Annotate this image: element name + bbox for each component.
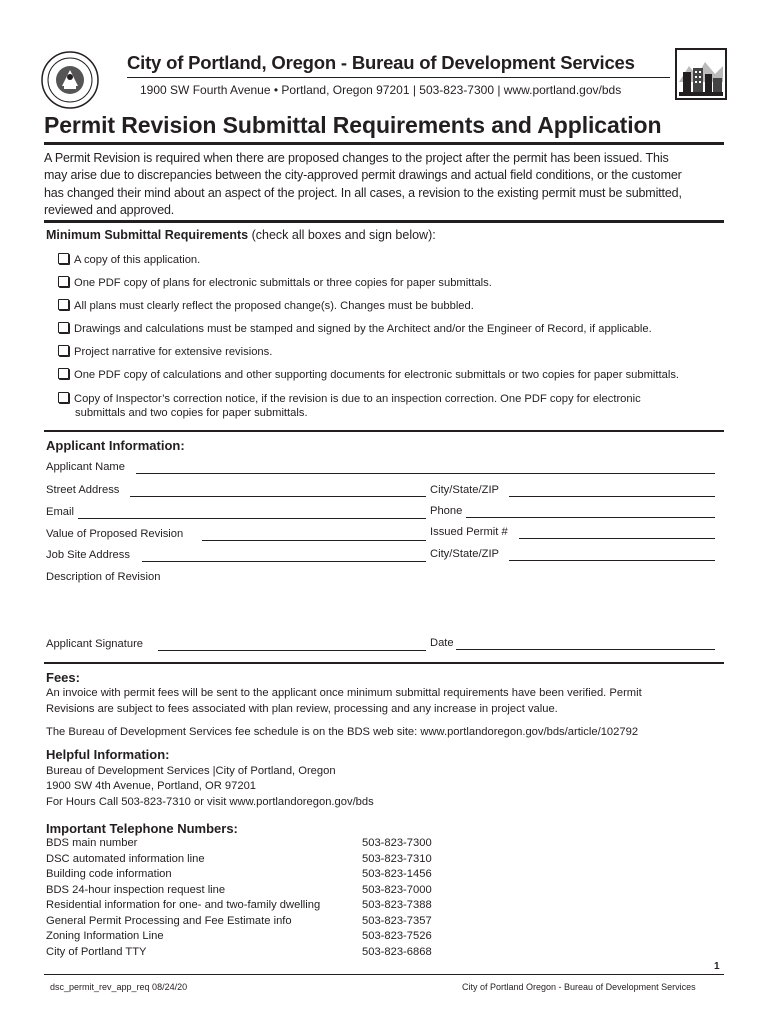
intro-divider (44, 220, 724, 223)
requirement-text: One PDF copy of plans for electronic submittals or three copies for paper submittals. (74, 277, 492, 289)
requirements-divider (44, 430, 724, 432)
requirement-item (58, 368, 679, 381)
page-number: 1 (714, 961, 720, 972)
job-site-address-field[interactable] (142, 561, 426, 562)
phone-row-number: 503-823-7310 (362, 853, 432, 865)
phone-row-number: 503-823-7300 (362, 837, 432, 849)
phones-heading: Important Telephone Numbers: (46, 821, 238, 836)
intro-line: has changed their mind about an aspect of the project. In all cases, a revision to the existing permit must be submitted, (44, 185, 682, 200)
title-divider (44, 142, 724, 145)
phone-row-number: 503-823-7526 (362, 930, 432, 942)
applicant-divider (44, 662, 724, 664)
requirements-heading (46, 228, 436, 242)
city-state-zip-label: City/State/ZIP (430, 484, 500, 496)
fees-text: Revisions are subject to fees associated with plan review, processing and any increase in project value. (46, 703, 558, 715)
city-seal-icon (40, 50, 100, 110)
intro-line: may arise due to discrepancies between the city-approved permit drawings and actual field conditions, or the customer (44, 168, 682, 183)
requirement-item (58, 322, 652, 335)
phone-row-number: 503-823-7357 (362, 915, 432, 927)
phone-row-label: Zoning Information Line (46, 930, 164, 942)
fees-heading: Fees: (46, 670, 80, 685)
requirement-item (58, 345, 272, 358)
phone-row-number: 503-823-1456 (362, 868, 432, 880)
phone-row-label: BDS main number (46, 837, 138, 849)
phone-row-label: General Permit Processing and Fee Estimate info (46, 915, 292, 927)
fees-text: An invoice with permit fees will be sent to the applicant once minimum submittal requirements have been verified. Permit (46, 687, 642, 699)
requirement-item (58, 276, 492, 289)
signature-label: Applicant Signature (46, 638, 144, 650)
requirement-text: Drawings and calculations must be stamped and signed by the Architect and/or the Engineer of Record, if applicable. (74, 323, 652, 335)
checkbox[interactable] (58, 368, 69, 379)
phone-row-label: Residential information for one- and two-family dwelling (46, 899, 321, 911)
issued-permit-field[interactable] (519, 538, 715, 539)
checkbox[interactable] (58, 299, 69, 310)
street-address-label: Street Address (46, 484, 120, 496)
street-address-field[interactable] (130, 496, 426, 497)
job-site-city-label: City/State/ZIP (430, 548, 500, 560)
requirements-heading-bold: Minimum Submittal Requirements (46, 228, 249, 242)
helpful-text: 1900 SW 4th Avenue, Portland, OR 97201 (46, 780, 257, 792)
city-skyline-icon (675, 48, 727, 100)
phone-row-label: City of Portland TTY (46, 946, 147, 958)
checkbox[interactable] (58, 392, 69, 403)
footer-divider (44, 974, 724, 975)
date-label: Date (430, 637, 454, 649)
helpful-text: For Hours Call 503-823-7310 or visit www.portlandoregon.gov/bds (46, 796, 374, 808)
requirement-item (58, 299, 474, 312)
header-address: 1900 SW Fourth Avenue • Portland, Oregon 97201 | 503-823-7300 | www.portland.gov/bds (140, 83, 622, 97)
requirement-item (58, 253, 200, 266)
description-label: Description of Revision (46, 571, 161, 583)
requirement-text-continued: submittals and two copies for paper submittals. (75, 407, 308, 419)
requirements-heading-note: (check all boxes and sign below): (248, 228, 436, 242)
job-site-city-field[interactable] (509, 560, 715, 561)
proposed-value-label: Value of Proposed Revision (46, 528, 184, 540)
city-state-zip-field[interactable] (509, 496, 715, 497)
description-field[interactable] (46, 586, 716, 634)
requirement-text: One PDF copy of calculations and other supporting documents for electronic submittals or two copies for paper submittals. (74, 369, 680, 381)
email-field[interactable] (78, 518, 426, 519)
checkbox[interactable] (58, 345, 69, 356)
intro-line: reviewed and approved. (44, 203, 175, 218)
checkbox[interactable] (58, 322, 69, 333)
checkbox[interactable] (58, 276, 69, 287)
phone-row-number: 503-823-7388 (362, 899, 432, 911)
requirement-text: A copy of this application. (74, 254, 201, 266)
requirement-text: Project narrative for extensive revisions. (74, 346, 273, 358)
issued-permit-label: Issued Permit # (430, 526, 508, 538)
phone-row-number: 503-823-6868 (362, 946, 432, 958)
proposed-value-field[interactable] (202, 540, 426, 541)
applicant-name-field[interactable] (136, 473, 715, 474)
date-field[interactable] (456, 649, 715, 650)
applicant-name-label: Applicant Name (46, 461, 125, 473)
footer-org: City of Portland Oregon - Bureau of Development Services (462, 982, 696, 992)
requirement-item (58, 392, 641, 405)
phone-row-label: Building code information (46, 868, 172, 880)
intro-paragraph (44, 150, 728, 220)
applicant-heading: Applicant Information: (46, 438, 185, 453)
fees-schedule-text: The Bureau of Development Services fee schedule is on the BDS web site: www.portlandoregon.gov/bds/article/102792 (46, 726, 639, 738)
email-label: Email (46, 506, 74, 518)
form-code: dsc_permit_rev_app_req 08/24/20 (50, 982, 188, 992)
header-divider (127, 77, 670, 78)
header-title: City of Portland, Oregon - Bureau of Development Services (127, 52, 635, 73)
requirement-text: All plans must clearly reflect the proposed change(s). Changes must be bubbled. (74, 300, 474, 312)
checkbox[interactable] (58, 253, 69, 264)
helpful-text: Bureau of Development Services |City of Portland, Oregon (46, 765, 336, 777)
helpful-heading: Helpful Information: (46, 747, 170, 762)
document-title: Permit Revision Submittal Requirements and Application (44, 112, 662, 138)
phone-field[interactable] (466, 517, 715, 518)
phone-row-number: 503-823-7000 (362, 884, 432, 896)
phone-row-label: DSC automated information line (46, 853, 205, 865)
job-site-address-label: Job Site Address (46, 549, 130, 561)
intro-line: A Permit Revision is required when there are proposed changes to the project after the permit has been issued. This (44, 151, 669, 165)
requirement-text: Copy of Inspector’s correction notice, if the revision is due to an inspection correction. One PDF copy for electronic (74, 393, 641, 405)
phone-row-label: BDS 24-hour inspection request line (46, 884, 226, 896)
phone-label: Phone (430, 505, 463, 517)
signature-field[interactable] (158, 650, 426, 651)
